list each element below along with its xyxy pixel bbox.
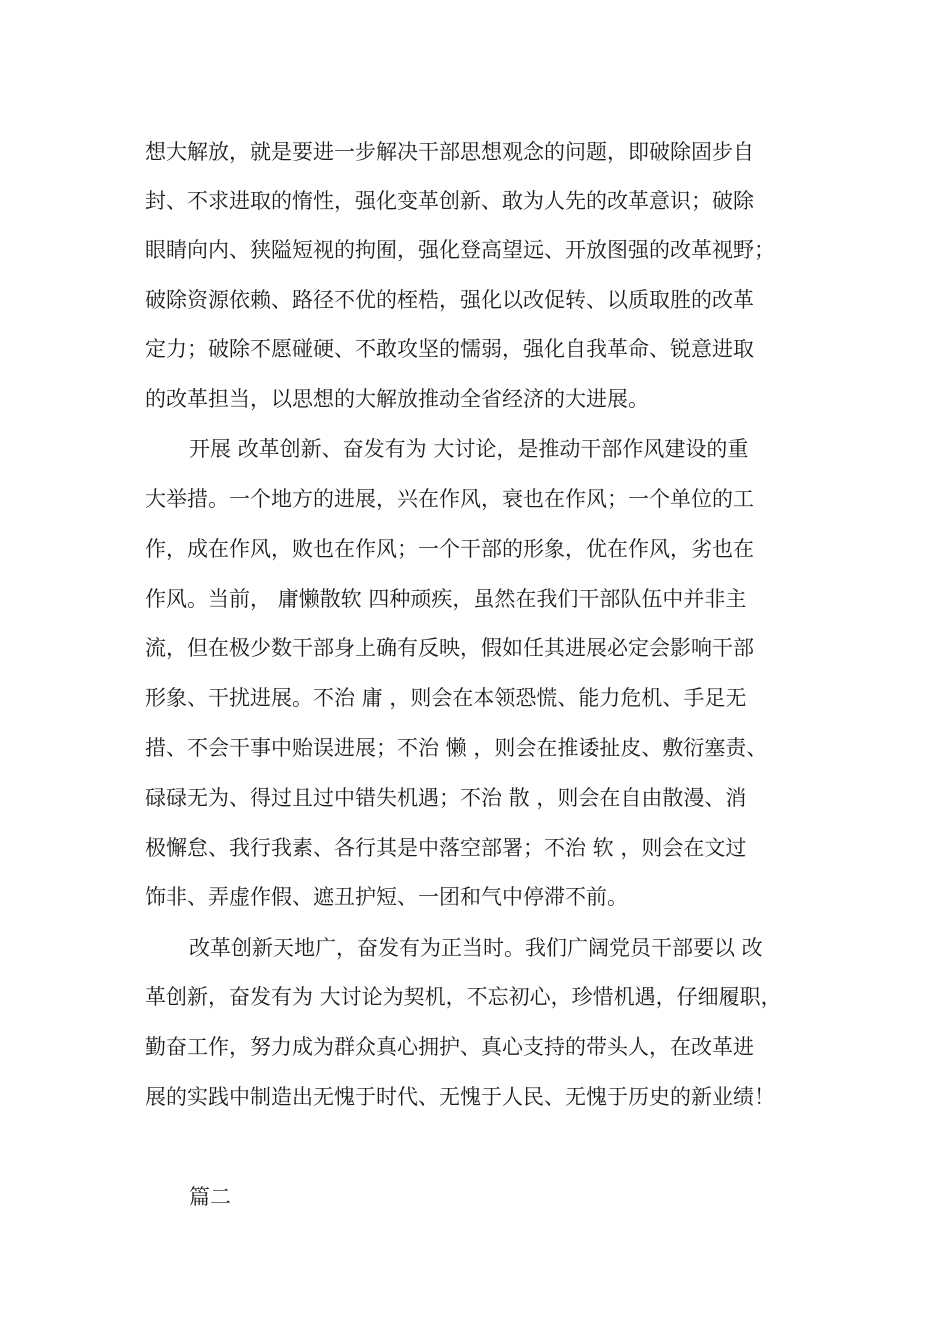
- text-line: 革创新，奋发有为 大讨论为契机，不忘初心，珍惜机遇，仔细履职，: [145, 985, 782, 1009]
- text-line: 流，但在极少数干部身上确有反映，假如任其进展必定会影响干部: [145, 636, 754, 660]
- text-line: 开展 改革创新、奋发有为 大讨论，是推动干部作风建设的重: [189, 437, 749, 461]
- text-line: 作，成在作风，败也在作风；一个干部的形象，优在作风，劣也在: [145, 537, 754, 561]
- text-line: 破除资源依赖、路径不优的桎梏，强化以改促转、以质取胜的改革: [145, 288, 754, 312]
- text-line: 饰非、弄虚作假、遮丑护短、一团和气中停滞不前。: [145, 885, 628, 909]
- text-line: 勤奋工作，努力成为群众真心拥护、真心支持的带头人，在改革进: [145, 1035, 754, 1059]
- section-title: 篇二: [189, 1185, 231, 1209]
- text-line: 大举措。一个地方的进展，兴在作风，衰也在作风；一个单位的工: [145, 487, 754, 511]
- text-line: 展的实践中制造出无愧于时代、无愧于人民、无愧于历史的新业绩！: [145, 1085, 775, 1109]
- text-line: 措、不会干事中贻误进展；不治 懒 ，则会在推诿扯皮、敷衍塞责、: [145, 736, 768, 760]
- text-line: 改革创新天地广，奋发有为正当时。我们广阔党员干部要以 改: [189, 936, 763, 960]
- text-line: 封、不求进取的惰性，强化变革创新、敢为人先的改革意识；破除: [145, 189, 754, 213]
- text-line: 作风。当前， 庸懒散软 四种顽疾，虽然在我们干部队伍中并非主: [145, 587, 747, 611]
- text-line: 极懈怠、我行我素、各行其是中落空部署；不治 软 ，则会在文过: [145, 836, 747, 860]
- text-line: 想大解放，就是要进一步解决干部思想观念的问题，即破除固步自: [145, 140, 754, 164]
- text-line: 定力；破除不愿碰硬、不敢攻坚的懦弱，强化自我革命、锐意进取: [145, 337, 754, 361]
- text-line: 的改革担当，以思想的大解放推动全省经济的大进展。: [145, 387, 649, 411]
- text-line: 眼睛向内、狭隘短视的拘囿，强化登高望远、开放图强的改革视野；: [145, 238, 775, 262]
- text-line: 碌碌无为、得过且过中错失机遇；不治 散 ，则会在自由散漫、消: [145, 786, 747, 810]
- text-line: 形象、干扰进展。不治 庸 ，则会在本领恐慌、能力危机、手足无: [145, 686, 747, 710]
